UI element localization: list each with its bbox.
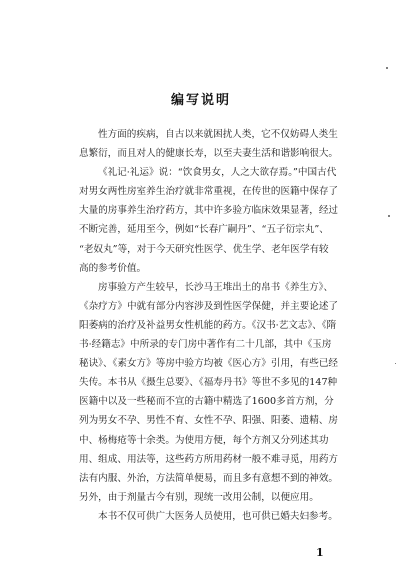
text-line: 秘诀》、《素女方》等房中验方均被《医心方》引用，有些已经 <box>79 358 339 370</box>
body-text <box>79 125 347 526</box>
text-line: 大量的房事养生治疗药方，其中许多验方临床效果显著，经过 <box>79 205 339 217</box>
text-line: 医籍中以及一些秘而不宣的古籍中精选了1600多首方剂，分 <box>79 396 334 408</box>
text-line: 列为男女不孕、男性不育、女性不孕、阳强、阳萎、遗精、房 <box>79 415 339 427</box>
text-line: 书·经籍志》中所录的专门房中著作有二十几部，其中《玉房 <box>79 339 332 351</box>
text-line: “老奴丸”等，对于今天研究性医学、优生学、老年医学有较 <box>79 243 329 255</box>
text-line: 不断完善，延用至今，例如“长春广嗣丹”、“五子衍宗丸”、 <box>79 224 329 236</box>
text-line: 阳萎病的治疗及补益男女性机能的药方。《汉书·艺文志》、《隋 <box>79 319 337 331</box>
text-line: 高的参考价值。 <box>79 262 147 274</box>
text-line: 失传。本书从《摄生总要》、《福寿丹书》等世不多见的147种 <box>79 377 338 389</box>
scan-speck <box>386 67 388 69</box>
text-line: 《礼记·礼运》说：“饮食男女，人之大欲存焉。”中国古代 <box>98 167 337 179</box>
page-title: 编写说明 <box>170 93 231 108</box>
scan-speck <box>395 363 396 364</box>
scan-speck <box>388 215 390 217</box>
text-line: 另外，由于剂量古今有别，现统一改用公制，以便应用。 <box>79 491 319 503</box>
text-line: 对男女两性房室养生治疗就非常重视，在传世的医籍中保存了 <box>79 186 339 198</box>
text-line: 《杂疗方》中就有部分内容涉及到性医学保健，并主要论述了 <box>79 300 339 312</box>
text-line: 性方面的疾病，自古以来就困扰人类，它不仅妨碍人类生 <box>98 129 338 140</box>
text-line: 用、组成、用法等，这些药方所用药材一般不难寻觅，用药方 <box>79 453 339 465</box>
text-line: 房事验方产生较早，长沙马王堆出土的帛书《养生方》、 <box>98 281 334 293</box>
text-line: 本书不仅可供广大医务人员使用，也可供已婚夫妇参考。 <box>98 510 338 522</box>
text-line: 中、杨梅疮等十余类。为使用方便，每个方剂又分列述其功 <box>79 434 329 446</box>
page-number: 1 <box>316 546 324 559</box>
text-line: 法有内服、外治，方法简单便易，而且多有意想不到的神效。 <box>79 472 339 484</box>
text-line: 息繁衍，而且对人的健康长寿，以至夫妻生活和谐影响很大。 <box>79 148 339 160</box>
